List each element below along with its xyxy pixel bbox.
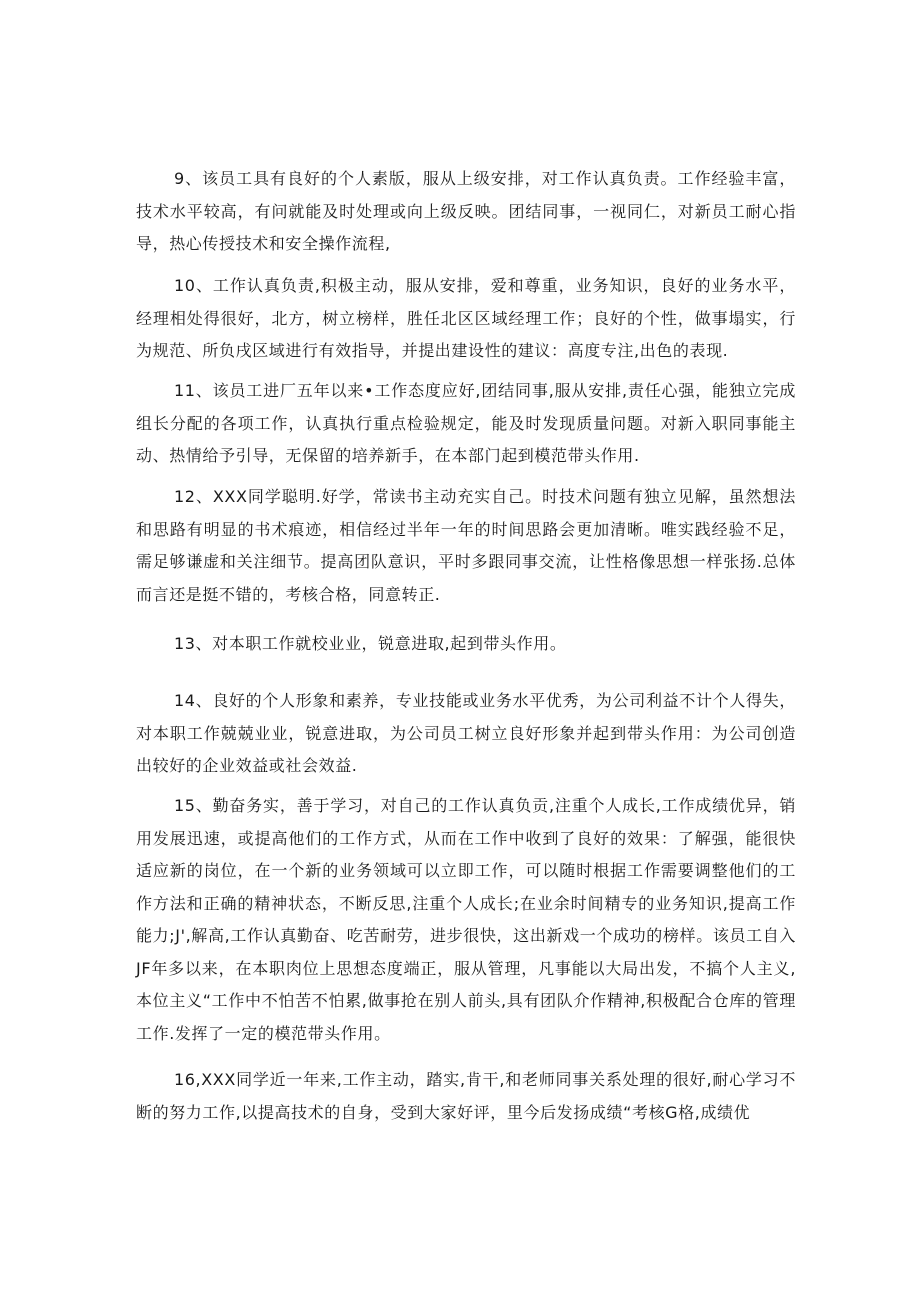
paragraph-16: 16,XXX同学近一年来,工作主动，踏实,肯干,和老师同事关系处理的很好,耐心学习不断的努力工作,以提高技术的自身，受到大家好评，里今后发扬成绩“考核G格,成绩优 [136,1070,796,1122]
paragraph-9: 9、该员工具有良好的个人素版，服从上级安排，对工作认真负责。工作经验丰富，技术水平较高，有问就能及时处理或向上级反映。团结同事，一视同仁，对新员工耐心指导，热心传授技术和安全操作流程, [136,169,796,253]
paragraph-13: 13、对本职工作就校业业，锐意进取,起到带头作用。 [174,634,567,653]
paragraph-15: 15、勤奋务实，善于学习，对自己的工作认真负贡,注重个人成长,工作成绩优异，销用发展迅速，或提高他们的工作方式，从而在工作中收到了良好的效果：了解强，能很快适应新的岗位，在一个新的业务领域可以立即工作，可以随时根据工作需要调整他们的工作方法和正确的精神状态，不断反思,注重个人成长;在业余时间精专的业务知识,提高工作能力;J',解高,工作认真勤奋、吃苦耐劳，进步很快，这出新戏一个成功的榜样。该员工自入JF年多以来，在本职肉位上思想态度端正，服从管理，凡事能以大局出发，不搞个人主义,本位主义“工作中不怕苦不怕累,做事抢在别人前头,具有团队介作精神,积极配合仓库的管理工作.发挥了一定的模范带头作用。 [136,796,796,1043]
paragraph-14: 14、良好的个人形象和素养，专业技能或业务水平优秀，为公司利益不计个人得失，对本职工作兢兢业业，锐意进取，为公司员工树立良好形象并起到带头作用：为公司创造出较好的企业效益或社会效益. [136,691,796,775]
paragraph-11: 11、该员工进厂五年以来•工作态度应好,团结同事,服从安排,责任心强，能独立完成组长分配的各项工作，认真执行重点检验规定，能及时发现质量问题。对新入职同事能主动、热情给予引导，无保留的培养新手，在本部门起到模范带头作用. [136,381,796,465]
paragraph-12: 12、XXX同学聪明.好学，常读书主动充实自己。时技术问题有独立见解，虽然想法和思路有明显的书术痕迹，相信经过半年一年的时间思路会更加清晰。唯实践经验不足，需足够谦虚和关注细节。提高团队意识，平时多跟同事交流，让性格像思想一样张扬.总体而言还是挺不错的，考核合格，同意转正. [136,487,796,604]
paragraph-10: 10、工作认真负责,积极主动，服从安排，爱和尊重，业务知识，良好的业务水平，经理相处得很好，北方，树立榜样，胜任北区区域经理工作；良好的个性，做事塌实，行为规范、所负戌区域进行有效指导，并提出建设性的建议：高度专注,出色的表现. [136,276,796,360]
